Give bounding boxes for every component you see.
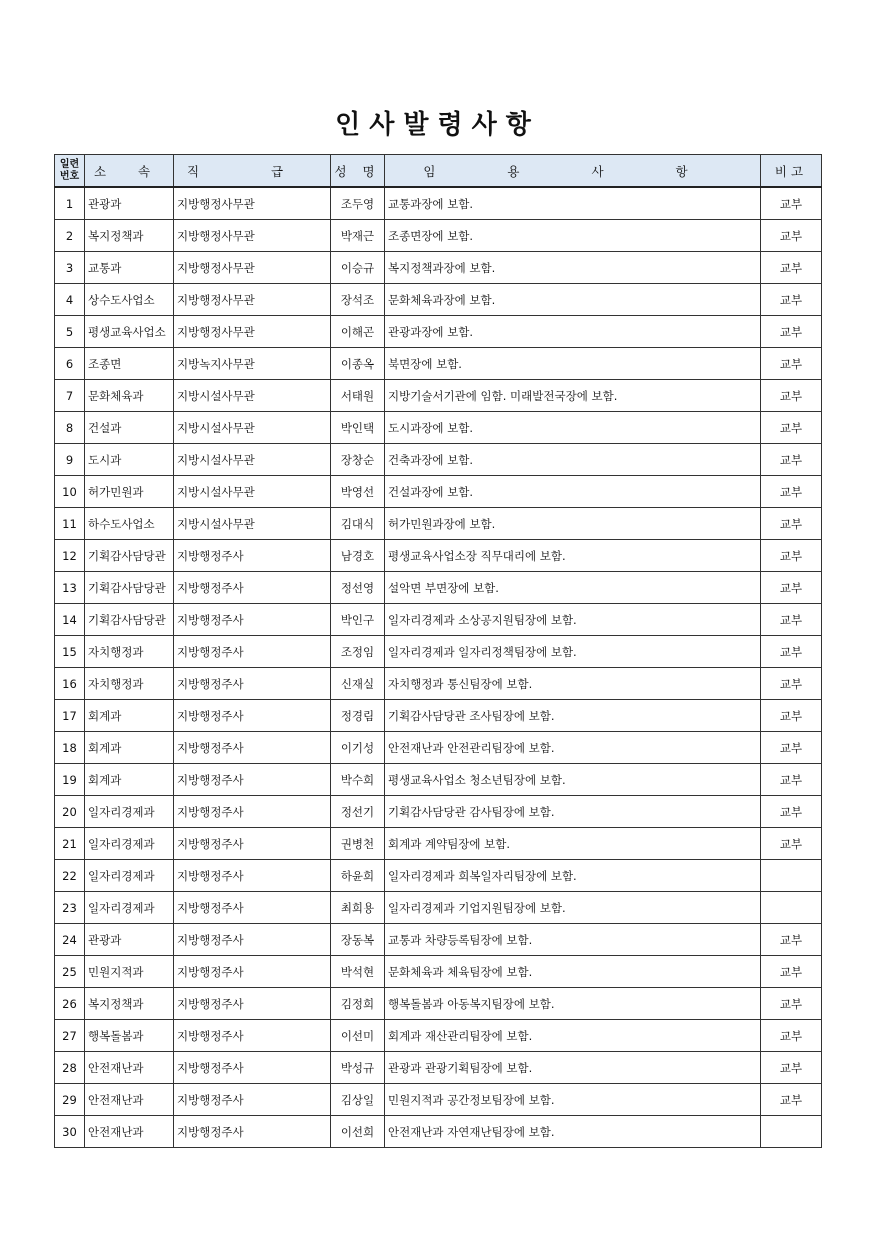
cell-name: 정선영 [331,572,385,604]
cell-serial-number: 27 [55,1020,85,1052]
cell-department: 기획감사담당관 [85,572,174,604]
cell-appointment: 평생교육사업소 청소년팀장에 보함. [385,764,761,796]
cell-name: 박인택 [331,412,385,444]
cell-name: 박인구 [331,604,385,636]
cell-serial-number: 11 [55,508,85,540]
table-row [55,796,822,828]
table-row [55,508,822,540]
cell-appointment: 건설과장에 보함. [385,476,761,508]
cell-note [761,860,822,892]
cell-rank: 지방행정사무관 [174,220,331,252]
cell-name: 신재실 [331,668,385,700]
table-row [55,604,822,636]
header-appointment: 임 용 사 항 [385,155,761,188]
cell-department: 허가민원과 [85,476,174,508]
cell-note: 교부 [761,444,822,476]
cell-name: 김정희 [331,988,385,1020]
cell-appointment: 기획감사담당관 조사팀장에 보함. [385,700,761,732]
cell-serial-number: 24 [55,924,85,956]
cell-note: 교부 [761,508,822,540]
cell-rank: 지방행정사무관 [174,252,331,284]
cell-department: 조종면 [85,348,174,380]
cell-note: 교부 [761,924,822,956]
cell-note: 교부 [761,572,822,604]
cell-name: 박석현 [331,956,385,988]
cell-appointment: 도시과장에 보함. [385,412,761,444]
cell-note: 교부 [761,796,822,828]
cell-serial-number: 8 [55,412,85,444]
cell-serial-number: 25 [55,956,85,988]
table-row [55,1020,822,1052]
table-row [55,316,822,348]
table-row [55,924,822,956]
cell-note: 교부 [761,540,822,572]
cell-note: 교부 [761,1020,822,1052]
cell-rank: 지방행정주사 [174,828,331,860]
cell-department: 민원지적과 [85,956,174,988]
table-row [55,476,822,508]
cell-appointment: 설악면 부면장에 보함. [385,572,761,604]
cell-note: 교부 [761,668,822,700]
table-row [55,220,822,252]
cell-rank: 지방행정주사 [174,700,331,732]
cell-rank: 지방행정주사 [174,1084,331,1116]
cell-serial-number: 17 [55,700,85,732]
cell-rank: 지방시설사무관 [174,508,331,540]
cell-department: 교통과 [85,252,174,284]
cell-name: 김대식 [331,508,385,540]
cell-name: 장석조 [331,284,385,316]
cell-department: 도시과 [85,444,174,476]
cell-appointment: 지방기술서기관에 임함. 미래발전국장에 보함. [385,380,761,412]
cell-rank: 지방행정사무관 [174,187,331,220]
header-serial-number: 일련 번호 [55,155,85,188]
cell-department: 회계과 [85,764,174,796]
cell-serial-number: 12 [55,540,85,572]
cell-appointment: 안전재난과 자연재난팀장에 보함. [385,1116,761,1148]
table-row [55,572,822,604]
cell-department: 기획감사담당관 [85,540,174,572]
cell-note: 교부 [761,636,822,668]
cell-department: 건설과 [85,412,174,444]
cell-serial-number: 19 [55,764,85,796]
cell-serial-number: 30 [55,1116,85,1148]
table-row [55,412,822,444]
table-row [55,252,822,284]
cell-serial-number: 28 [55,1052,85,1084]
cell-appointment: 안전재난과 안전관리팀장에 보함. [385,732,761,764]
cell-appointment: 복지정책과장에 보함. [385,252,761,284]
cell-name: 박재근 [331,220,385,252]
cell-appointment: 교통과장에 보함. [385,187,761,220]
table-row [55,668,822,700]
cell-rank: 지방행정주사 [174,892,331,924]
table-row [55,1052,822,1084]
cell-rank: 지방행정주사 [174,924,331,956]
cell-note [761,1116,822,1148]
cell-appointment: 건축과장에 보함. [385,444,761,476]
cell-rank: 지방행정주사 [174,732,331,764]
cell-serial-number: 9 [55,444,85,476]
cell-department: 안전재난과 [85,1116,174,1148]
cell-department: 자치행정과 [85,636,174,668]
cell-note: 교부 [761,380,822,412]
cell-rank: 지방행정주사 [174,796,331,828]
cell-serial-number: 13 [55,572,85,604]
cell-serial-number: 4 [55,284,85,316]
cell-name: 박성규 [331,1052,385,1084]
table-row [55,1116,822,1148]
cell-rank: 지방행정주사 [174,988,331,1020]
cell-note: 교부 [761,1052,822,1084]
cell-serial-number: 5 [55,316,85,348]
cell-department: 하수도사업소 [85,508,174,540]
cell-rank: 지방시설사무관 [174,444,331,476]
cell-rank: 지방시설사무관 [174,476,331,508]
cell-serial-number: 21 [55,828,85,860]
cell-note: 교부 [761,956,822,988]
cell-name: 장창순 [331,444,385,476]
cell-department: 회계과 [85,732,174,764]
cell-appointment: 북면장에 보함. [385,348,761,380]
cell-note: 교부 [761,284,822,316]
cell-appointment: 일자리경제과 소상공지원팀장에 보함. [385,604,761,636]
cell-note: 교부 [761,764,822,796]
cell-appointment: 교통과 차량등록팀장에 보함. [385,924,761,956]
cell-appointment: 행복돌봄과 아동복지팀장에 보함. [385,988,761,1020]
cell-department: 관광과 [85,187,174,220]
cell-serial-number: 22 [55,860,85,892]
cell-rank: 지방행정주사 [174,1116,331,1148]
cell-note: 교부 [761,988,822,1020]
cell-name: 정경림 [331,700,385,732]
header-department: 소 속 [85,155,174,188]
cell-serial-number: 23 [55,892,85,924]
cell-rank: 지방행정사무관 [174,316,331,348]
cell-name: 이선희 [331,1116,385,1148]
cell-serial-number: 20 [55,796,85,828]
cell-name: 김상일 [331,1084,385,1116]
cell-note [761,892,822,924]
table-row [55,828,822,860]
cell-rank: 지방행정주사 [174,572,331,604]
cell-appointment: 관광과 관광기획팀장에 보함. [385,1052,761,1084]
cell-appointment: 일자리경제과 기업지원팀장에 보함. [385,892,761,924]
cell-department: 평생교육사업소 [85,316,174,348]
table-row [55,348,822,380]
cell-note: 교부 [761,412,822,444]
cell-serial-number: 7 [55,380,85,412]
cell-serial-number: 10 [55,476,85,508]
cell-note: 교부 [761,604,822,636]
header-rank: 직 급 [174,155,331,188]
table-row [55,1084,822,1116]
cell-department: 상수도사업소 [85,284,174,316]
header-note: 비고 [761,155,822,188]
cell-rank: 지방행정주사 [174,540,331,572]
cell-name: 권병천 [331,828,385,860]
cell-serial-number: 1 [55,187,85,220]
cell-name: 이해곤 [331,316,385,348]
cell-department: 복지정책과 [85,988,174,1020]
cell-name: 최희용 [331,892,385,924]
cell-department: 일자리경제과 [85,892,174,924]
cell-appointment: 자치행정과 통신팀장에 보함. [385,668,761,700]
cell-serial-number: 3 [55,252,85,284]
cell-rank: 지방녹지사무관 [174,348,331,380]
cell-serial-number: 14 [55,604,85,636]
cell-note: 교부 [761,252,822,284]
cell-department: 기획감사담당관 [85,604,174,636]
cell-name: 박수희 [331,764,385,796]
cell-rank: 지방행정주사 [174,860,331,892]
table-row [55,732,822,764]
cell-appointment: 관광과장에 보함. [385,316,761,348]
cell-rank: 지방행정주사 [174,668,331,700]
cell-name: 정선기 [331,796,385,828]
cell-department: 관광과 [85,924,174,956]
cell-note: 교부 [761,220,822,252]
cell-note: 교부 [761,476,822,508]
cell-name: 이종옥 [331,348,385,380]
table-row [55,892,822,924]
cell-rank: 지방행정주사 [174,956,331,988]
cell-appointment: 일자리경제과 일자리정책팀장에 보함. [385,636,761,668]
cell-appointment: 기획감사담당관 감사팀장에 보함. [385,796,761,828]
cell-serial-number: 29 [55,1084,85,1116]
table-row [55,988,822,1020]
cell-name: 남경호 [331,540,385,572]
cell-department: 안전재난과 [85,1052,174,1084]
cell-department: 일자리경제과 [85,796,174,828]
table-row [55,444,822,476]
cell-appointment: 일자리경제과 희복일자리팀장에 보함. [385,860,761,892]
table-body [55,187,822,1148]
table-row [55,380,822,412]
cell-name: 이기성 [331,732,385,764]
cell-department: 행복돌봄과 [85,1020,174,1052]
cell-name: 이선미 [331,1020,385,1052]
cell-department: 복지정책과 [85,220,174,252]
cell-name: 서태원 [331,380,385,412]
table-row [55,187,822,220]
table-row [55,540,822,572]
cell-note: 교부 [761,828,822,860]
cell-appointment: 회계과 계약팀장에 보함. [385,828,761,860]
cell-serial-number: 18 [55,732,85,764]
cell-serial-number: 2 [55,220,85,252]
cell-note: 교부 [761,187,822,220]
table-row [55,284,822,316]
cell-rank: 지방행정주사 [174,764,331,796]
cell-department: 일자리경제과 [85,860,174,892]
cell-serial-number: 16 [55,668,85,700]
cell-name: 조정임 [331,636,385,668]
cell-serial-number: 26 [55,988,85,1020]
cell-appointment: 민원지적과 공간정보팀장에 보함. [385,1084,761,1116]
table-row [55,700,822,732]
cell-appointment: 조종면장에 보함. [385,220,761,252]
cell-department: 회계과 [85,700,174,732]
cell-rank: 지방시설사무관 [174,412,331,444]
cell-rank: 지방행정주사 [174,1020,331,1052]
cell-name: 조두영 [331,187,385,220]
cell-rank: 지방행정주사 [174,1052,331,1084]
cell-name: 장동복 [331,924,385,956]
table-row [55,636,822,668]
cell-rank: 지방시설사무관 [174,380,331,412]
cell-appointment: 허가민원과장에 보함. [385,508,761,540]
cell-serial-number: 6 [55,348,85,380]
cell-note: 교부 [761,316,822,348]
cell-name: 이승규 [331,252,385,284]
cell-note: 교부 [761,700,822,732]
table-row [55,956,822,988]
cell-appointment: 평생교육사업소장 직무대리에 보함. [385,540,761,572]
cell-note: 교부 [761,348,822,380]
page-title: 인사발령사항 [335,110,540,140]
appointment-table [54,154,822,1148]
cell-department: 문화체육과 [85,380,174,412]
cell-department: 안전재난과 [85,1084,174,1116]
cell-note: 교부 [761,1084,822,1116]
cell-rank: 지방행정주사 [174,636,331,668]
cell-department: 일자리경제과 [85,828,174,860]
cell-department: 자치행정과 [85,668,174,700]
table-row [55,860,822,892]
cell-rank: 지방행정사무관 [174,284,331,316]
table-row [55,764,822,796]
table-header-row [55,155,822,188]
cell-note: 교부 [761,732,822,764]
cell-appointment: 문화체육과 체육팀장에 보함. [385,956,761,988]
cell-name: 박영선 [331,476,385,508]
cell-serial-number: 15 [55,636,85,668]
cell-appointment: 회계과 재산관리팀장에 보함. [385,1020,761,1052]
cell-name: 하윤희 [331,860,385,892]
header-name: 성 명 [331,155,385,188]
cell-appointment: 문화체육과장에 보함. [385,284,761,316]
cell-rank: 지방행정주사 [174,604,331,636]
